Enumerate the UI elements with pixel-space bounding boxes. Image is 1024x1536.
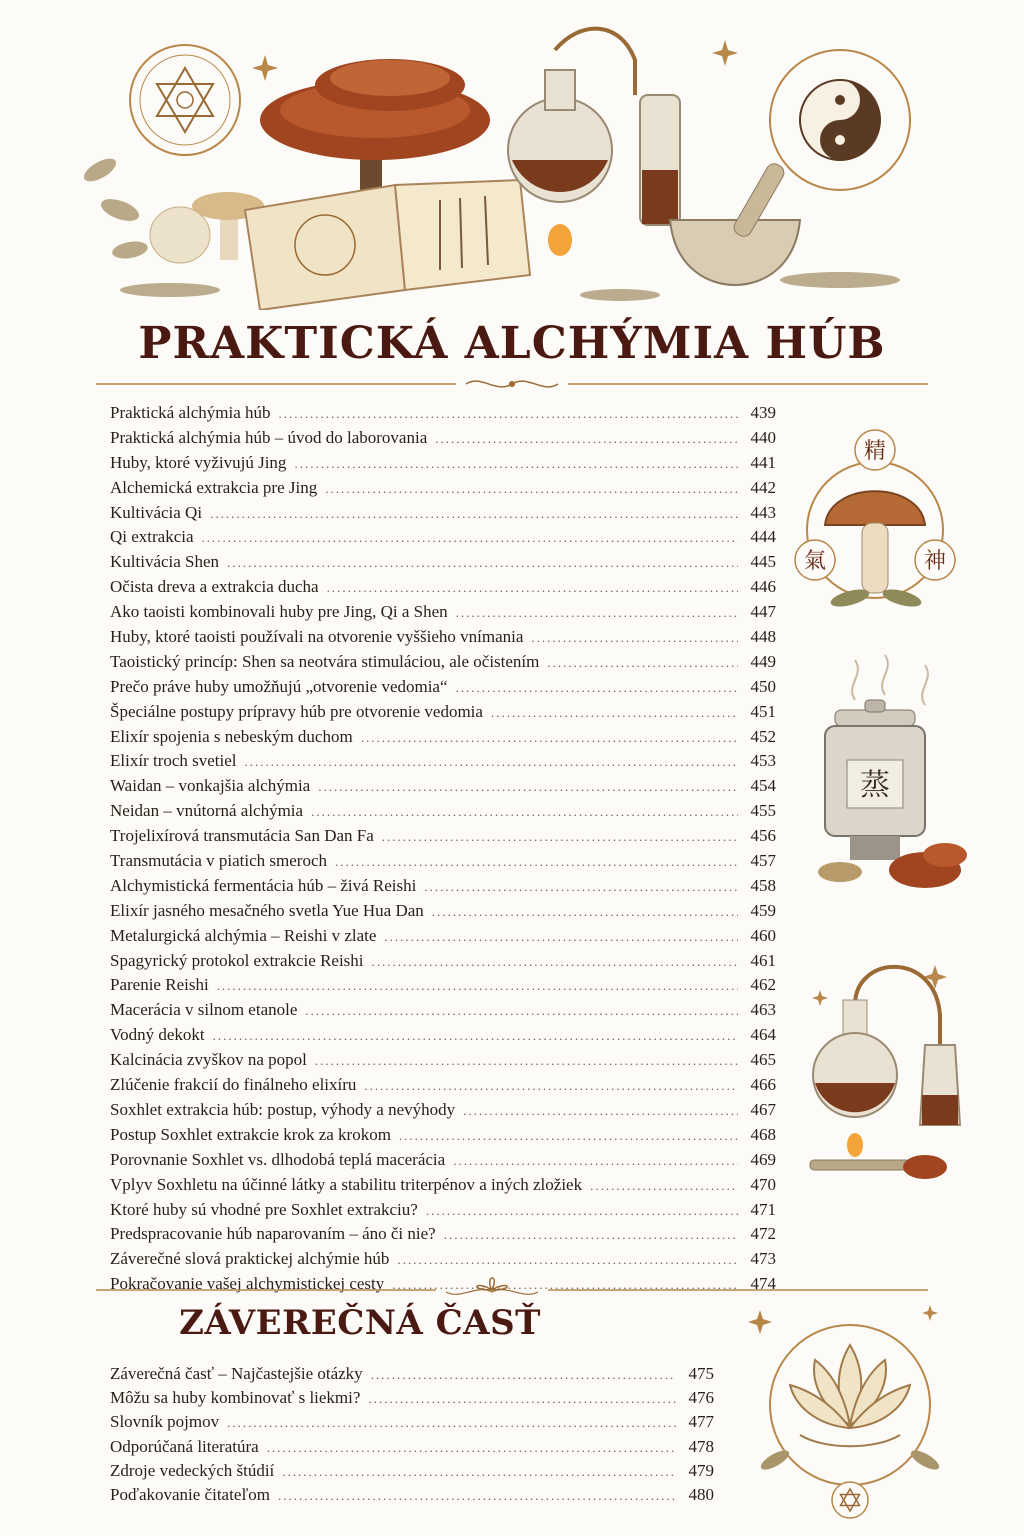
toc-entry[interactable] <box>110 1000 776 1025</box>
toc-entry[interactable] <box>110 577 776 602</box>
dot-leader <box>315 1053 738 1069</box>
toc-entry-title: Porovnanie Soxhlet vs. dlhodobá teplá macerácia <box>110 1149 446 1169</box>
open-book-icon <box>245 180 530 310</box>
toc-entry[interactable] <box>110 1437 714 1461</box>
shen-character: 神 <box>923 549 947 574</box>
toc-entry-title: Zlúčenie frakcií do finálneho elixíru <box>110 1075 357 1095</box>
toc-entry[interactable] <box>110 602 776 627</box>
toc-entry-title: Prečo práve huby umožňujú „otvorenie vedomia“ <box>110 676 448 696</box>
dot-leader <box>267 1440 676 1456</box>
toc-entry-title: Alchymistická fermentácia húb – živá Reishi <box>110 875 417 895</box>
dot-leader <box>210 506 738 522</box>
dot-leader <box>531 630 738 646</box>
toc-entry-title: Kalcinácia zvyškov na popol <box>110 1050 307 1070</box>
toc-entry[interactable] <box>110 776 776 801</box>
dot-leader <box>279 406 738 422</box>
toc-entry-page: 440 <box>750 427 776 447</box>
toc-entry-title: Transmutácia v piatich smeroch <box>110 851 328 871</box>
dot-leader <box>397 1252 738 1268</box>
toc-entry-title: Kultivácia Shen <box>110 552 220 572</box>
dot-leader <box>491 705 738 721</box>
steamer-icon <box>825 700 925 860</box>
toc-entry-title: Elixír spojenia s nebeským duchom <box>110 726 353 746</box>
toc-entry-page: 463 <box>750 1000 776 1020</box>
toc-entry-page: 462 <box>750 975 776 995</box>
alembic-flask-icon <box>810 967 960 1179</box>
toc-entry-title: Vplyv Soxhletu na účinné látky a stabilitu triterpénov a iných zložiek <box>110 1174 583 1194</box>
dot-leader <box>282 1464 676 1480</box>
toc-entry-page: 470 <box>750 1174 776 1194</box>
dot-leader <box>294 456 738 472</box>
toc-entry[interactable] <box>110 453 776 478</box>
dot-leader <box>382 829 738 845</box>
toc-entry[interactable] <box>110 503 776 528</box>
toc-entry-page: 458 <box>750 875 776 895</box>
jing-qi-shen-mushroom-illustration <box>790 420 960 620</box>
qi-character: 氣 <box>803 549 827 574</box>
toc-entry-title: Spagyrický protokol extrakcie Reishi <box>110 950 364 970</box>
toc-entry-title: Elixír troch svetiel <box>110 751 237 771</box>
dot-leader <box>327 580 738 596</box>
toc-entry[interactable] <box>110 926 776 951</box>
toc-entry-page: 452 <box>750 726 776 746</box>
toc-entry-title: Metalurgická alchýmia – Reishi v zlate <box>110 925 377 945</box>
toc-entry-page: 461 <box>750 950 776 970</box>
final-section-title: ZÁVEREČNÁ ČASŤ <box>179 1303 541 1343</box>
dot-leader <box>311 804 738 820</box>
toc-entry-page: 480 <box>688 1484 714 1504</box>
dot-leader <box>435 431 738 447</box>
toc-entry[interactable] <box>110 677 776 702</box>
dot-leader <box>278 1488 676 1504</box>
toc-entry-page: 478 <box>688 1436 714 1456</box>
leaf-branch-icon <box>80 154 149 261</box>
toc-entry-title: Poďakovanie čitateľom <box>110 1484 270 1504</box>
ornament-divider <box>96 374 928 394</box>
toc-entry[interactable] <box>110 478 776 503</box>
toc-entry[interactable] <box>110 1461 714 1485</box>
toc-entry-title: Záverečná časť – Najčastejšie otázky <box>110 1364 363 1383</box>
toc-entry-title: Praktická alchýmia húb <box>110 403 271 422</box>
dot-leader <box>227 1415 676 1431</box>
toc-entry-page: 460 <box>750 925 776 945</box>
toc-entry[interactable] <box>110 1412 714 1436</box>
lotus-illustration <box>745 1300 955 1530</box>
toc-entry-title: Vodný dekokt <box>110 1025 205 1045</box>
toc-entry-title: Postup Soxhlet extrakcie krok za krokom <box>110 1124 391 1144</box>
yin-yang-icon <box>770 50 910 190</box>
page-title: PRAKTICKÁ ALCHÝMIA HÚB <box>138 318 886 369</box>
toc-entry-title: Ako taoisti kombinovali huby pre Jing, Qi a Shen <box>110 602 448 622</box>
toc-entry-page: 455 <box>750 801 776 821</box>
toc-entry-page: 465 <box>750 1050 776 1070</box>
toc-entry-title: Alchemická extrakcia pre Jing <box>110 477 318 497</box>
toc-entry-title: Môžu sa huby kombinovať s liekmi? <box>110 1388 361 1408</box>
dot-leader <box>372 954 738 970</box>
toc-entry-page: 450 <box>750 676 776 696</box>
dot-leader <box>456 605 738 621</box>
dot-leader <box>364 1078 738 1094</box>
toc-entry[interactable] <box>110 1025 776 1050</box>
toc-entry[interactable] <box>110 1200 776 1225</box>
dot-leader <box>325 481 738 497</box>
toc-entry-title: Soxhlet extrakcia húb: postup, výhody a nevýhody <box>110 1099 456 1119</box>
dot-leader <box>463 1103 738 1119</box>
sparkle-icon <box>748 1305 938 1334</box>
dot-leader <box>245 754 738 770</box>
toc-entry[interactable] <box>110 1485 714 1509</box>
dot-leader <box>318 779 738 795</box>
toc-entry[interactable] <box>110 851 776 876</box>
dot-leader <box>399 1128 738 1144</box>
toc-entry-title: Trojelixírová transmutácia San Dan Fa <box>110 826 374 846</box>
steamer-pot-illustration <box>795 650 970 910</box>
toc-entry[interactable] <box>110 1075 776 1100</box>
toc-entry-page: 479 <box>688 1460 714 1480</box>
toc-entry-page: 468 <box>750 1124 776 1144</box>
dot-leader <box>384 929 738 945</box>
dot-leader <box>227 555 738 571</box>
toc-entry-title: Odporúčaná literatúra <box>110 1436 259 1456</box>
dot-leader <box>444 1227 738 1243</box>
toc-entry-page: 456 <box>750 826 776 846</box>
toc-entry-title: Zdroje vedeckých štúdií <box>110 1460 275 1480</box>
dot-leader <box>432 904 738 920</box>
lotus-icon <box>790 1345 910 1446</box>
distillation-illustration <box>795 945 970 1190</box>
toc-entry[interactable] <box>110 801 776 826</box>
toc-entry-page: 442 <box>750 477 776 497</box>
hexagram-seal-icon <box>832 1482 868 1518</box>
toc-entry-page: 448 <box>750 627 776 647</box>
dot-leader <box>213 1028 738 1044</box>
toc-entry[interactable] <box>110 876 776 901</box>
toc-entry-title: Pokračovanie vašej alchymistickej cesty <box>110 1274 385 1294</box>
dot-leader <box>547 655 738 671</box>
toc-entry-page: 472 <box>750 1224 776 1244</box>
toc-entry-title: Huby, ktoré taoisti používali na otvorenie vyššieho vnímania <box>110 627 524 647</box>
toc-entry-title: Elixír jasného mesačného svetla Yue Hua Dan <box>110 900 424 920</box>
toc-entry-page: 449 <box>750 651 776 671</box>
alembic-flask-icon <box>508 29 680 256</box>
toc-entry[interactable] <box>110 951 776 976</box>
toc-entry[interactable] <box>110 1150 776 1175</box>
final-table-of-contents <box>110 1364 714 1509</box>
dot-leader <box>453 1153 738 1169</box>
steam-character: 蒸 <box>860 768 890 803</box>
toc-entry[interactable] <box>110 652 776 677</box>
alchemy-header-illustration <box>60 10 964 310</box>
toc-entry[interactable] <box>110 1224 776 1249</box>
toc-entry-page: 464 <box>750 1025 776 1045</box>
dot-leader <box>202 530 738 546</box>
toc-entry-title: Macerácia v silnom etanole <box>110 1000 298 1020</box>
toc-entry-title: Neidan – vnútorná alchýmia <box>110 801 304 821</box>
jing-character: 精 <box>863 439 887 464</box>
toc-entry-page: 446 <box>750 577 776 597</box>
toc-entry[interactable] <box>110 975 776 1000</box>
toc-entry[interactable] <box>110 702 776 727</box>
toc-entry[interactable] <box>110 1388 714 1412</box>
toc-entry-title: Predspracovanie húb naparovaním – áno či nie? <box>110 1224 436 1244</box>
mushroom-icon <box>825 491 925 593</box>
dot-leader <box>361 730 738 746</box>
toc-entry[interactable] <box>110 1175 776 1200</box>
toc-entry-page: 475 <box>688 1364 714 1383</box>
toc-entry-page: 474 <box>750 1274 776 1294</box>
toc-entry[interactable] <box>110 627 776 652</box>
dot-leader <box>590 1178 738 1194</box>
toc-entry[interactable] <box>110 751 776 776</box>
mortar-pestle-icon <box>670 161 800 285</box>
toc-entry-page: 466 <box>750 1075 776 1095</box>
toc-entry[interactable] <box>110 1100 776 1125</box>
toc-entry-title: Slovník pojmov <box>110 1412 220 1432</box>
toc-entry-page: 453 <box>750 751 776 771</box>
toc-entry-title: Špeciálne postupy prípravy húb pre otvorenie vedomia <box>110 701 483 721</box>
dot-leader <box>424 879 738 895</box>
toc-entry-title: Ktoré huby sú vhodné pre Soxhlet extrakciu? <box>110 1199 418 1219</box>
toc-entry-title: Taoistický princíp: Shen sa neotvára stimuláciou, ale očistením <box>110 651 540 671</box>
toc-entry-page: 445 <box>750 552 776 572</box>
toc-entry[interactable] <box>110 1364 714 1388</box>
dot-leader <box>368 1391 676 1407</box>
toc-entry-page: 444 <box>750 527 776 547</box>
toc-entry[interactable] <box>110 403 776 428</box>
toc-entry[interactable] <box>110 527 776 552</box>
toc-entry-title: Waidan – vonkajšia alchýmia <box>110 776 311 796</box>
toc-entry[interactable] <box>110 901 776 926</box>
toc-entry-title: Qi extrakcia <box>110 527 194 547</box>
toc-entry-page: 441 <box>750 452 776 472</box>
leaf-branch-icon <box>758 1447 942 1473</box>
toc-entry-page: 477 <box>688 1412 714 1432</box>
toc-entry-page: 476 <box>688 1388 714 1408</box>
toc-entry-page: 439 <box>750 403 776 422</box>
toc-entry-page: 471 <box>750 1199 776 1219</box>
toc-entry-page: 454 <box>750 776 776 796</box>
toc-entry[interactable] <box>110 1050 776 1075</box>
toc-entry[interactable] <box>110 826 776 851</box>
dot-leader <box>371 1367 676 1383</box>
toc-entry-title: Praktická alchýmia húb – úvod do laborovania <box>110 427 428 447</box>
toc-entry-title: Huby, ktoré vyživujú Jing <box>110 452 287 472</box>
dot-leader <box>217 978 738 994</box>
toc-entry-page: 443 <box>750 502 776 522</box>
toc-entry[interactable] <box>110 1125 776 1150</box>
ornament-divider <box>96 1270 928 1300</box>
toc-entry-title: Záverečné slová praktickej alchýmie húb <box>110 1249 390 1269</box>
hexagram-seal-icon <box>130 45 240 155</box>
table-of-contents <box>110 403 776 1299</box>
toc-entry[interactable] <box>110 552 776 577</box>
dot-leader <box>335 854 738 870</box>
toc-entry[interactable] <box>110 727 776 752</box>
toc-entry-title: Kultivácia Qi <box>110 502 203 522</box>
toc-entry-title: Parenie Reishi <box>110 975 209 995</box>
steam-icon <box>852 655 928 705</box>
dot-leader <box>456 680 738 696</box>
toc-entry-page: 469 <box>750 1149 776 1169</box>
toc-entry-page: 459 <box>750 900 776 920</box>
toc-entry-page: 447 <box>750 602 776 622</box>
toc-entry-page: 451 <box>750 701 776 721</box>
dot-leader <box>305 1003 738 1019</box>
toc-entry-page: 467 <box>750 1099 776 1119</box>
toc-entry-page: 457 <box>750 851 776 871</box>
toc-entry-title: Očista dreva a extrakcia ducha <box>110 577 319 597</box>
toc-entry[interactable] <box>110 428 776 453</box>
dot-leader <box>426 1203 738 1219</box>
toc-entry-page: 473 <box>750 1249 776 1269</box>
